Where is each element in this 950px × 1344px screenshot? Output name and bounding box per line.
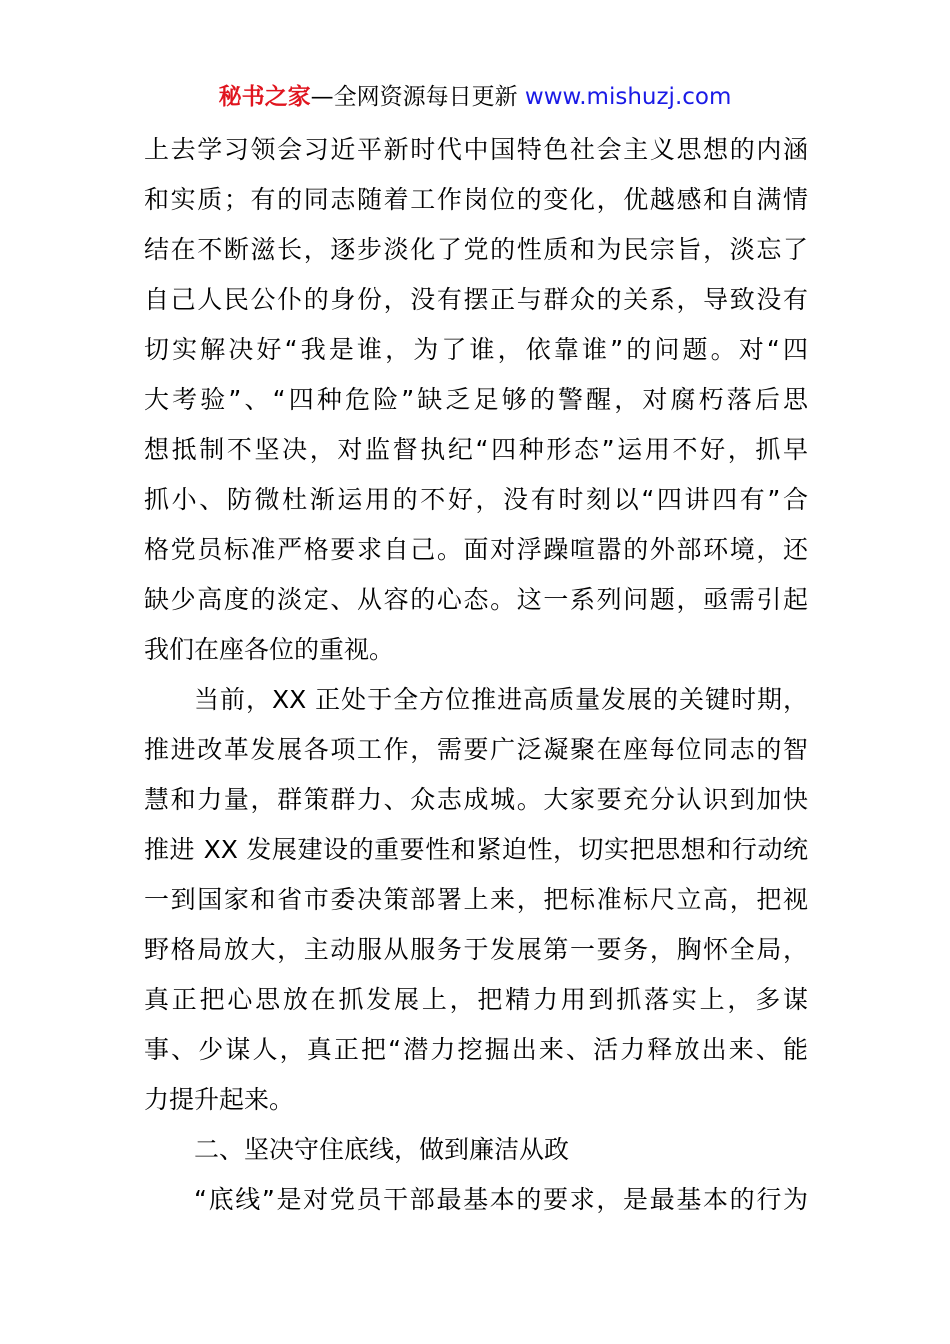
text-line: 抓小、防微杜渐运用的不好，没有时刻以“四讲四有”合 — [144, 485, 808, 514]
text-line: 切实解决好“我是谁，为了谁，依靠谁”的问题。对“四 — [144, 335, 808, 364]
header-brand: 秘书之家 — [218, 84, 311, 110]
text-line: 推进改革发展各项工作，需要广泛凝聚在座每位同志的智 — [144, 735, 808, 764]
text-line: 结在不断滋长，逐步淡化了党的性质和为民宗旨，淡忘了 — [144, 235, 808, 264]
text-line: 想抵制不坚决，对监督执纪“四种形态”运用不好，抓早 — [144, 435, 808, 464]
paragraph-first-line: 当前，XX 正处于全方位推进高质量发展的关键时期， — [194, 685, 808, 714]
text-line: 一到国家和省市委决策部署上来，把标准标尺立高，把视 — [144, 885, 808, 914]
text-line: 大考验”、“四种危险”缺乏足够的警醒，对腐朽落后思 — [144, 385, 808, 414]
text-line: 推进 XX 发展建设的重要性和紧迫性，切实把思想和行动统 — [144, 835, 808, 864]
text-line: 缺少高度的淡定、从容的心态。这一系列问题，亟需引起 — [144, 585, 808, 614]
page-header — [0, 80, 950, 114]
paragraph-first-line: “底线”是对党员干部最基本的要求，是最基本的行为 — [194, 1185, 808, 1214]
text-line: 上去学习领会习近平新时代中国特色社会主义思想的内涵 — [144, 135, 808, 164]
document-body — [144, 125, 808, 1225]
section-heading: 二、坚决守住底线，做到廉洁从政 — [194, 1135, 570, 1164]
text-line: 野格局放大，主动服从服务于发展第一要务，胸怀全局， — [144, 935, 808, 964]
text-line: 格党员标准严格要求自己。面对浮躁喧嚣的外部环境，还 — [144, 535, 808, 564]
text-line: 自己人民公仆的身份，没有摆正与群众的关系，导致没有 — [144, 285, 808, 314]
text-line: 事、少谋人，真正把“潜力挖掘出来、活力释放出来、能 — [144, 1035, 808, 1064]
text-line: 力提升起来。 — [144, 1085, 295, 1114]
text-line: 慧和力量，群策群力、众志成城。大家要充分认识到加快 — [144, 785, 808, 814]
text-line: 和实质；有的同志随着工作岗位的变化，优越感和自满情 — [144, 185, 808, 214]
text-line: 真正把心思放在抓发展上，把精力用到抓落实上，多谋 — [144, 985, 808, 1014]
header-url[interactable]: www.mishuzj.com — [524, 84, 732, 110]
text-line: 我们在座各位的重视。 — [144, 635, 395, 664]
header-tagline: —全网资源每日更新 — [310, 84, 525, 110]
